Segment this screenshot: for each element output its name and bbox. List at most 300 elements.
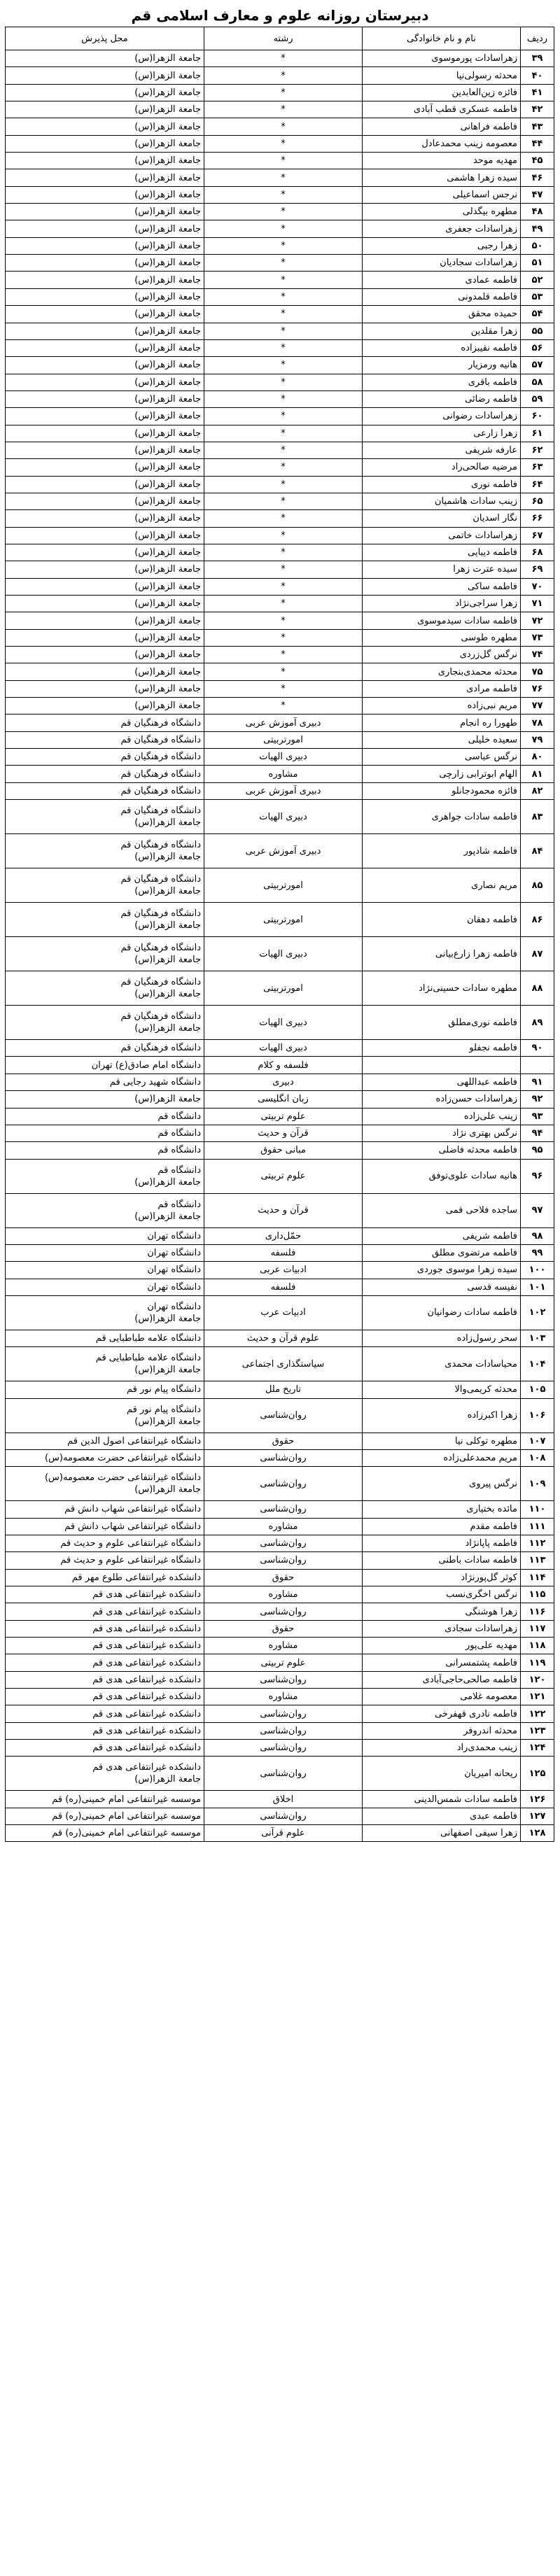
admission-place-line: دانشگاه تهران <box>147 1265 201 1276</box>
major-cell: دبیری الهیات <box>204 1006 363 1040</box>
major-cell: قرآن و حدیث <box>204 1125 363 1141</box>
major-cell: مشاوره <box>204 1586 363 1603</box>
admission-place-cell <box>6 1467 204 1501</box>
admission-place-cell <box>6 425 204 442</box>
admission-place-line: جامعة الزهرا(س) <box>134 445 201 456</box>
row-number-cell: ۷۵ <box>521 663 554 680</box>
admission-place-line: جامعة الزهرا(س) <box>134 87 201 98</box>
major-cell: * <box>204 67 363 84</box>
row-number-cell: ۶۸ <box>521 544 554 561</box>
row-number-cell: ۹۱ <box>521 1074 554 1090</box>
admission-place-cell <box>6 1040 204 1057</box>
major-cell: علوم تربیتی <box>204 1159 363 1193</box>
admission-place-line: دانشکده غیرانتفاعی هدی قم <box>92 1623 201 1634</box>
full-name-cell: معصومه غلامی <box>363 1689 521 1705</box>
row-number-cell: ۴۴ <box>521 135 554 152</box>
full-name-cell: زهرا سیفی اصفهانی <box>363 1825 521 1842</box>
row-number-cell: ۸۸ <box>521 971 554 1006</box>
admission-place-line: دانشگاه غیرانتفاعی علوم و حدیث قم <box>60 1538 201 1549</box>
admissions-table <box>5 27 554 1842</box>
full-name-cell: طهورا ره انجام <box>363 715 521 731</box>
major-cell: دبیری آموزش عربی <box>204 782 363 799</box>
full-name-cell: زهرا زارعی <box>363 425 521 442</box>
major-cell: * <box>204 442 363 458</box>
full-name-cell: فائزه زین‌العابدین <box>363 84 521 101</box>
admission-place-cell <box>6 800 204 834</box>
major-cell: * <box>204 596 363 612</box>
table-row <box>6 220 554 237</box>
admission-place-line: جامعة الزهرا(س) <box>134 240 201 251</box>
table-row <box>6 1449 554 1466</box>
admission-place-line: جامعة الزهرا(س) <box>134 428 201 439</box>
row-number-cell: ۵۴ <box>521 306 554 323</box>
table-row <box>6 1518 554 1535</box>
major-cell: * <box>204 544 363 561</box>
full-name-cell: نرگس عباسی <box>363 749 521 766</box>
table-row <box>6 937 554 971</box>
row-number-cell: ۱۲۳ <box>521 1722 554 1739</box>
admission-place-line: دانشگاه قم <box>158 1145 201 1156</box>
full-name-cell: زهراسادات رضوانی <box>363 408 521 425</box>
row-number-cell: ۷۶ <box>521 680 554 697</box>
major-cell: علوم قرآنی <box>204 1825 363 1842</box>
major-cell: اخلاق <box>204 1791 363 1808</box>
major-cell: امورتربیتی <box>204 971 363 1006</box>
admission-place-cell <box>6 1193 204 1227</box>
table-row <box>6 425 554 442</box>
table-row <box>6 1262 554 1279</box>
admission-place-cell <box>6 1433 204 1449</box>
major-cell: زبان انگلیسی <box>204 1091 363 1108</box>
table-row <box>6 647 554 663</box>
admission-place-line: دانشگاه فرهنگیان قم <box>120 1043 201 1054</box>
row-number-cell: ۸۹ <box>521 1006 554 1040</box>
admission-place-line: دانشکده غیرانتفاعی هدی قم <box>92 1640 201 1652</box>
admission-place-line: دانشکده غیرانتفاعی هدی قم <box>92 1708 201 1719</box>
row-number-cell: ۱۰۰ <box>521 1262 554 1279</box>
row-number-cell: ۱۱۰ <box>521 1501 554 1518</box>
admission-place-cell <box>6 971 204 1006</box>
major-cell: تاریخ ملل <box>204 1381 363 1398</box>
table-row <box>6 1074 554 1090</box>
row-number-cell: ۱۰۵ <box>521 1381 554 1398</box>
major-cell: روان‌شناسی <box>204 1467 363 1501</box>
row-number-cell: ۱۲۲ <box>521 1705 554 1722</box>
major-cell: روان‌شناسی <box>204 1552 363 1569</box>
major-cell: * <box>204 510 363 527</box>
row-number-cell: ۴۳ <box>521 118 554 135</box>
full-name-cell: فاطمه مقدم <box>363 1518 521 1535</box>
admission-place-cell <box>6 1125 204 1141</box>
full-name-cell: مطهره توکلی نیا <box>363 1433 521 1449</box>
admission-place-line: دانشگاه فرهنگیان قم <box>120 768 201 780</box>
admission-place-cell <box>6 1057 204 1074</box>
full-name-cell: نفیسه قدسی <box>363 1279 521 1295</box>
admission-place-cell <box>6 1740 204 1757</box>
admission-place-cell <box>6 374 204 390</box>
admission-place-line: دانشگاه غیرانتفاعی حضرت معصومه(س) <box>44 1472 201 1484</box>
row-number-cell: ۹۹ <box>521 1244 554 1261</box>
row-number-cell: ۱۲۴ <box>521 1740 554 1757</box>
major-cell: قرآن و حدیث <box>204 1193 363 1227</box>
major-cell: مشاوره <box>204 1638 363 1654</box>
major-cell: * <box>204 680 363 697</box>
row-number-cell: ۵۹ <box>521 390 554 407</box>
admission-place-line: جامعة الزهرا(س) <box>134 1484 201 1495</box>
table-row <box>6 1142 554 1159</box>
row-number-cell: ۶۳ <box>521 459 554 476</box>
major-cell: امورتربیتی <box>204 903 363 937</box>
admission-place-cell <box>6 903 204 937</box>
admission-place-line: دانشگاه قم <box>158 1164 201 1176</box>
full-name-cell: محدثه کریمی‌والا <box>363 1381 521 1398</box>
full-name-cell: فاطمه پشتمسرانی <box>363 1654 521 1671</box>
admission-place-cell <box>6 476 204 493</box>
major-cell: دبیری <box>204 1074 363 1090</box>
major-cell: امورتربیتی <box>204 868 363 903</box>
row-number-cell: ۱۱۴ <box>521 1569 554 1586</box>
table-row <box>6 1825 554 1842</box>
full-name-cell: فاطمه سادات رضوانیان <box>363 1295 521 1330</box>
full-name-cell: فاطمه سادات سیدموسوی <box>363 612 521 629</box>
full-name-cell: هانیه سادات علوی‌توفق <box>363 1159 521 1193</box>
table-row <box>6 749 554 766</box>
admission-place-line: دانشگاه پیام نور قم <box>127 1384 201 1395</box>
admission-place-cell <box>6 698 204 715</box>
row-number-cell: ۱۰۳ <box>521 1330 554 1346</box>
admission-place-cell <box>6 493 204 509</box>
table-row <box>6 1552 554 1569</box>
admission-place-line: دانشگاه فرهنگیان قم <box>120 752 201 763</box>
admission-place-line: جامعة الزهرا(س) <box>134 1774 201 1785</box>
admission-place-line: جامعة الزهرا(س) <box>134 615 201 626</box>
row-number-cell: ۴۸ <box>521 204 554 220</box>
admission-place-line: جامعة الزهرا(س) <box>134 1365 201 1376</box>
major-cell: * <box>204 220 363 237</box>
table-row <box>6 834 554 868</box>
row-number-cell: ۶۱ <box>521 425 554 442</box>
admission-place-cell <box>6 1449 204 1466</box>
major-cell: مبانی حقوق <box>204 1142 363 1159</box>
major-cell: * <box>204 272 363 288</box>
admission-place-cell <box>6 204 204 220</box>
admission-place-cell <box>6 680 204 697</box>
full-name-cell: فاطمه دهقان <box>363 903 521 937</box>
row-number-cell: ۱۲۸ <box>521 1825 554 1842</box>
admission-place-line: موسسه غیرانتفاعی امام خمینی(ره) قم <box>52 1810 201 1822</box>
row-number-cell: ۴۵ <box>521 153 554 169</box>
full-name-cell: فاطمه زهرا زارع‌بیانی <box>363 937 521 971</box>
admission-place-line: جامعة الزهرا(س) <box>134 598 201 610</box>
full-name-cell: زینب محمدی‌راد <box>363 1740 521 1757</box>
admission-place-cell <box>6 1757 204 1791</box>
table-row <box>6 255 554 272</box>
table-header-row <box>6 27 554 50</box>
table-row <box>6 1638 554 1654</box>
admission-place-line: جامعة الزهرا(س) <box>134 817 201 829</box>
admission-place-cell <box>6 1159 204 1193</box>
admission-place-cell <box>6 1227 204 1244</box>
admission-place-cell <box>6 1398 204 1433</box>
row-number-cell: ۸۶ <box>521 903 554 937</box>
table-row <box>6 629 554 646</box>
full-name-cell: ریحانه امیریان <box>363 1757 521 1791</box>
full-name-cell: مطهره سادات حسینی‌نژاد <box>363 971 521 1006</box>
admission-place-cell <box>6 390 204 407</box>
admission-place-line: جامعة الزهرا(س) <box>134 649 201 661</box>
major-cell: روان‌شناسی <box>204 1740 363 1757</box>
admission-place-line: جامعة الزهرا(س) <box>134 138 201 149</box>
row-number-cell: ۱۲۱ <box>521 1689 554 1705</box>
table-row <box>6 288 554 305</box>
row-number-cell: ۶۶ <box>521 510 554 527</box>
row-number-cell: ۹۲ <box>521 1091 554 1108</box>
row-number-cell: ۱۱۷ <box>521 1620 554 1637</box>
major-cell: * <box>204 647 363 663</box>
row-number-cell: ۸۴ <box>521 834 554 868</box>
major-cell: حقوق <box>204 1433 363 1449</box>
full-name-cell: زینب علی‌زاده <box>363 1108 521 1125</box>
full-name-cell: نرگس گل‌زردی <box>363 647 521 663</box>
major-cell: * <box>204 663 363 680</box>
row-number-cell: ۶۵ <box>521 493 554 509</box>
full-name-cell: زینب سادات هاشمیان <box>363 493 521 509</box>
full-name-cell: فاطمه شادپور <box>363 834 521 868</box>
row-number-cell: ۷۷ <box>521 698 554 715</box>
admission-place-line: جامعة الزهرا(س) <box>134 325 201 337</box>
admission-place-line: دانشگاه علامه طباطبایی قم <box>95 1353 201 1364</box>
admission-place-line: دانشکده غیرانتفاعی هدی قم <box>92 1657 201 1668</box>
row-number-cell: ۶۲ <box>521 442 554 458</box>
major-cell: * <box>204 288 363 305</box>
full-name-cell: مائده بختیاری <box>363 1501 521 1518</box>
major-cell: * <box>204 698 363 715</box>
table-body <box>6 50 554 1842</box>
table-row <box>6 1279 554 1295</box>
table-row <box>6 578 554 595</box>
table-row <box>6 596 554 612</box>
major-cell: * <box>204 578 363 595</box>
full-name-cell: فاطمه عمادی <box>363 272 521 288</box>
admission-place-line: دانشگاه قم <box>158 1199 201 1210</box>
major-cell: سیاستگذاری اجتماعی <box>204 1347 363 1381</box>
row-number-cell: ۱۲۵ <box>521 1757 554 1791</box>
row-number-cell: ۸۳ <box>521 800 554 834</box>
full-name-cell: فاطمه مرادی <box>363 680 521 697</box>
row-number-cell <box>521 1057 554 1074</box>
admission-place-cell <box>6 647 204 663</box>
full-name-cell: زهرا هوشنگی <box>363 1603 521 1620</box>
full-name-cell: سحر رسول‌زاده <box>363 1330 521 1346</box>
admission-place-line: جامعة الزهرا(س) <box>134 1211 201 1222</box>
row-number-cell: ۴۱ <box>521 84 554 101</box>
major-cell: * <box>204 84 363 101</box>
row-number-cell: ۹۸ <box>521 1227 554 1244</box>
admission-place-line: جامعة الزهرا(س) <box>134 564 201 575</box>
table-row <box>6 1757 554 1791</box>
admission-place-cell <box>6 834 204 868</box>
table-row <box>6 663 554 680</box>
major-cell: روان‌شناسی <box>204 1671 363 1688</box>
table-row <box>6 408 554 425</box>
table-row <box>6 544 554 561</box>
row-number-cell: ۶۴ <box>521 476 554 493</box>
admission-place-line: دانشکده غیرانتفاعی هدی قم <box>92 1589 201 1600</box>
major-cell: مشاوره <box>204 1689 363 1705</box>
row-number-cell: ۷۴ <box>521 647 554 663</box>
admission-place-line: دانشگاه فرهنگیان قم <box>120 908 201 920</box>
full-name-cell: فاطمه عبدی <box>363 1808 521 1824</box>
major-cell: * <box>204 153 363 169</box>
admission-place-line: جامعة الزهرا(س) <box>134 274 201 286</box>
major-cell: ادبیات عرب <box>204 1295 363 1330</box>
full-name-cell <box>363 1057 521 1074</box>
table-row <box>6 527 554 544</box>
admission-place-cell <box>6 1654 204 1671</box>
admission-place-cell <box>6 118 204 135</box>
full-name-cell: فاطمه پاپانژاد <box>363 1535 521 1551</box>
major-cell: دبیری آموزش عربی <box>204 715 363 731</box>
admission-place-line: دانشگاه تهران <box>147 1248 201 1259</box>
row-number-cell: ۱۰۱ <box>521 1279 554 1295</box>
admission-place-line: دانشگاه قم <box>158 1128 201 1139</box>
major-cell: * <box>204 612 363 629</box>
full-name-cell: زهراسادات حسن‌زاده <box>363 1091 521 1108</box>
admission-place-cell <box>6 1705 204 1722</box>
table-row <box>6 1381 554 1398</box>
row-number-cell: ۹۳ <box>521 1108 554 1125</box>
admission-place-cell <box>6 1689 204 1705</box>
table-row <box>6 169 554 186</box>
admission-place-cell <box>6 749 204 766</box>
header-admission-place: محل پذیرش <box>6 27 204 50</box>
table-row <box>6 1535 554 1551</box>
table-row <box>6 561 554 578</box>
table-row <box>6 101 554 118</box>
table-row <box>6 357 554 374</box>
table-row <box>6 1467 554 1501</box>
major-cell: * <box>204 408 363 425</box>
table-row <box>6 459 554 476</box>
row-number-cell: ۱۱۸ <box>521 1638 554 1654</box>
admission-place-cell <box>6 578 204 595</box>
admission-place-cell <box>6 1295 204 1330</box>
header-full-name: نام و نام خانوادگی <box>363 27 521 50</box>
admission-place-line: جامعة الزهرا(س) <box>134 104 201 115</box>
major-cell: * <box>204 629 363 646</box>
row-number-cell: ۵۵ <box>521 323 554 339</box>
row-number-cell: ۱۰۹ <box>521 1467 554 1501</box>
admission-place-line: جامعة الزهرا(س) <box>134 172 201 183</box>
full-name-cell: محدثه محمدی‌بنجاری <box>363 663 521 680</box>
admission-place-cell <box>6 1825 204 1842</box>
full-name-cell: فاطمه عسکری قطب آبادی <box>363 101 521 118</box>
major-cell: * <box>204 169 363 186</box>
table-row <box>6 1671 554 1688</box>
row-number-cell: ۱۰۴ <box>521 1347 554 1381</box>
table-row <box>6 186 554 203</box>
table-row <box>6 272 554 288</box>
full-name-cell: مریم محمدعلی‌زاده <box>363 1449 521 1466</box>
table-row <box>6 153 554 169</box>
row-number-cell: ۱۱۶ <box>521 1603 554 1620</box>
table-row <box>6 1347 554 1381</box>
table-row <box>6 135 554 152</box>
table-row <box>6 1603 554 1620</box>
row-number-cell: ۸۱ <box>521 766 554 782</box>
major-cell: مشاوره <box>204 766 363 782</box>
admission-place-cell <box>6 84 204 101</box>
admission-place-line: دانشگاه غیرانتفاعی حضرت معصومه(س) <box>44 1453 201 1464</box>
major-cell: * <box>204 306 363 323</box>
full-name-cell: محیاسادات محمدی <box>363 1347 521 1381</box>
full-name-cell: فاطمه رضائی <box>363 390 521 407</box>
row-number-cell: ۶۷ <box>521 527 554 544</box>
admission-place-cell <box>6 357 204 374</box>
table-row <box>6 612 554 629</box>
table-row <box>6 1227 554 1244</box>
full-name-cell: فاطمه مرتضوی مطلق <box>363 1244 521 1261</box>
table-row <box>6 1244 554 1261</box>
row-number-cell: ۶۰ <box>521 408 554 425</box>
full-name-cell: فاطمه سادات جواهری <box>363 800 521 834</box>
full-name-cell: زهرا رجبی <box>363 237 521 254</box>
row-number-cell: ۷۹ <box>521 731 554 748</box>
admission-place-line: جامعة الزهرا(س) <box>134 121 201 132</box>
admission-place-cell <box>6 1569 204 1586</box>
full-name-cell: محدثه اندروفر <box>363 1722 521 1739</box>
admission-place-line: دانشگاه غیرانتفاعی اصول الدین قم <box>67 1435 201 1447</box>
admission-place-line: جامعة الزهرا(س) <box>134 376 201 388</box>
full-name-cell: فاطمه ساکی <box>363 578 521 595</box>
admission-place-line: جامعة الزهرا(س) <box>134 462 201 473</box>
major-cell: دبیری آموزش عربی <box>204 834 363 868</box>
table-row <box>6 1057 554 1074</box>
admission-place-cell <box>6 527 204 544</box>
full-name-cell: هانیه ورمزیار <box>363 357 521 374</box>
major-cell: روان‌شناسی <box>204 1501 363 1518</box>
admission-place-cell <box>6 67 204 84</box>
admission-place-line: جامعة الزهرا(س) <box>134 411 201 422</box>
full-name-cell: الهام ابوترابی زارچی <box>363 766 521 782</box>
table-row <box>6 67 554 84</box>
major-cell: * <box>204 255 363 272</box>
full-name-cell: فاطمه عبداللهی <box>363 1074 521 1090</box>
major-cell: دبیری الهیات <box>204 937 363 971</box>
table-row <box>6 698 554 715</box>
admission-place-cell <box>6 1074 204 1090</box>
admission-place-line: جامعة الزهرا(س) <box>134 223 201 234</box>
full-name-cell: زهراسادات جعفری <box>363 220 521 237</box>
major-cell: دبیری الهیات <box>204 749 363 766</box>
admission-place-line: جامعة الزهرا(س) <box>134 1023 201 1034</box>
full-name-cell: فاطمه سادات شمس‌الدینی <box>363 1791 521 1808</box>
row-number-cell: ۱۲۶ <box>521 1791 554 1808</box>
major-cell: * <box>204 561 363 578</box>
admission-place-line: جامعة الزهرا(س) <box>134 1176 201 1188</box>
row-number-cell: ۸۲ <box>521 782 554 799</box>
table-row <box>6 1040 554 1057</box>
row-number-cell: ۹۴ <box>521 1125 554 1141</box>
major-cell: فلسفه و کلام <box>204 1057 363 1074</box>
full-name-cell: نرگس پیروی <box>363 1467 521 1501</box>
admission-place-line: جامعة الزهرا(س) <box>134 206 201 218</box>
admission-place-line: موسسه غیرانتفاعی امام خمینی(ره) قم <box>52 1794 201 1805</box>
major-cell: علوم تربیتی <box>204 1108 363 1125</box>
admission-place-cell <box>6 1501 204 1518</box>
table-row <box>6 1791 554 1808</box>
major-cell: * <box>204 101 363 118</box>
